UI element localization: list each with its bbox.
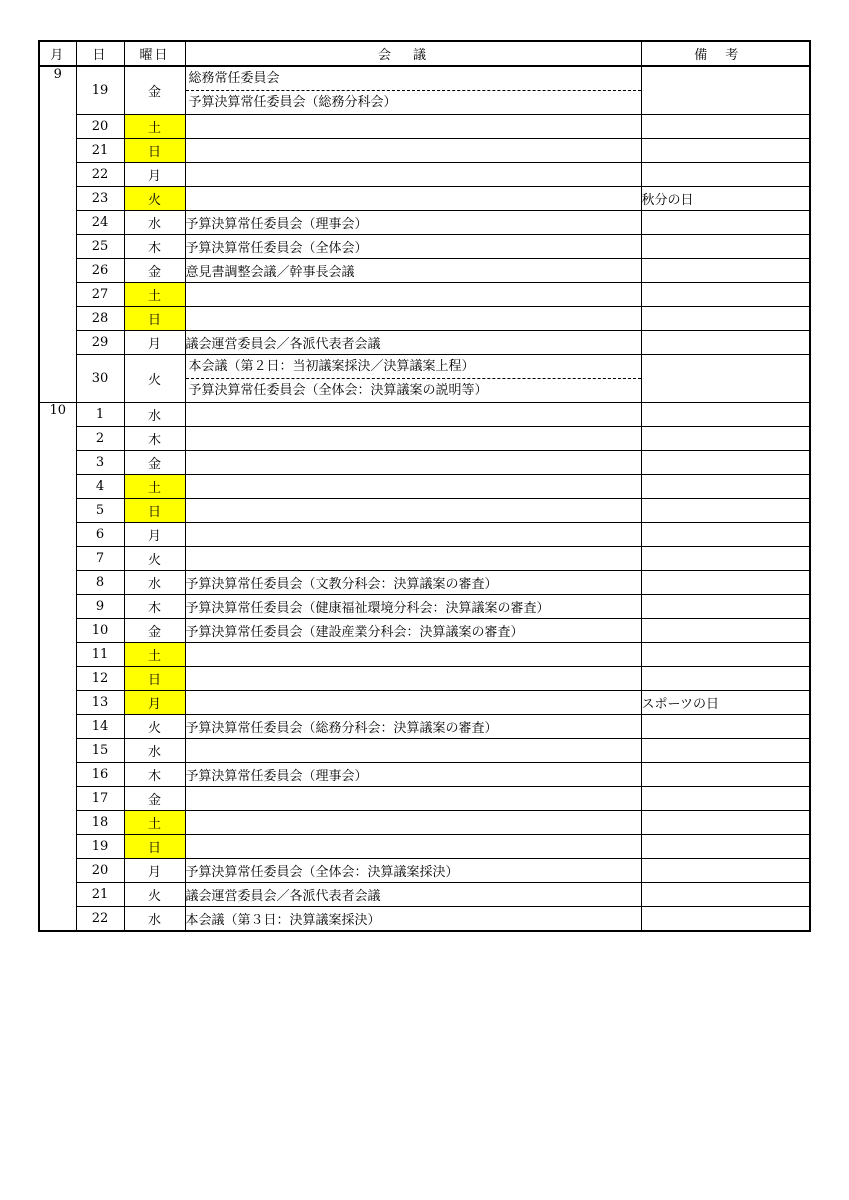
day-cell: 26 [76, 259, 124, 283]
weekday-cell: 金 [124, 66, 185, 115]
meeting-line: 総務常任委員会 [188, 71, 280, 86]
weekday-cell: 日 [124, 139, 185, 163]
table-row [39, 739, 810, 763]
meeting-cell [185, 355, 641, 403]
note-cell [641, 66, 810, 115]
day-cell: 30 [76, 355, 124, 403]
note-cell [641, 859, 810, 883]
header-note: 備考 [641, 41, 810, 66]
day-cell: 22 [76, 163, 124, 187]
meeting-cell [185, 835, 641, 859]
meeting-cell [185, 187, 641, 211]
weekday-cell: 金 [124, 787, 185, 811]
table-row [39, 619, 810, 643]
meeting-cell: 予算決算常任委員会（理事会） [185, 763, 641, 787]
table-row [39, 595, 810, 619]
note-cell [641, 331, 810, 355]
note-cell [641, 883, 810, 907]
header-day: 日 [76, 41, 124, 66]
meeting-cell: 予算決算常任委員会（文教分科会：決算議案の審査） [185, 571, 641, 595]
weekday-cell: 水 [124, 907, 185, 931]
header-row [39, 41, 810, 66]
day-cell: 1 [76, 403, 124, 427]
day-cell: 5 [76, 499, 124, 523]
table-row [39, 691, 810, 715]
meeting-cell [185, 547, 641, 571]
table-row [39, 715, 810, 739]
meeting-cell: 予算決算常任委員会（建設産業分科会：決算議案の審査） [185, 619, 641, 643]
weekday-cell: 水 [124, 571, 185, 595]
day-cell: 24 [76, 211, 124, 235]
header-meeting: 会議 [185, 41, 641, 66]
table-row [39, 571, 810, 595]
schedule-table [38, 40, 811, 932]
note-cell [641, 571, 810, 595]
table-row [39, 859, 810, 883]
meeting-line: 予算決算常任委員会（総務分科会） [186, 90, 641, 114]
meeting-cell [185, 163, 641, 187]
table-row [39, 451, 810, 475]
day-cell: 22 [76, 907, 124, 931]
table-row [39, 355, 810, 403]
header-month: 月 [39, 41, 76, 66]
weekday-cell: 日 [124, 835, 185, 859]
day-cell: 19 [76, 835, 124, 859]
table-row [39, 163, 810, 187]
day-cell: 27 [76, 283, 124, 307]
meeting-cell: 議会運営委員会／各派代表者会議 [185, 883, 641, 907]
note-cell [641, 235, 810, 259]
schedule-body [39, 66, 810, 931]
note-cell: 秋分の日 [641, 187, 810, 211]
header-weekday: 曜日 [124, 41, 185, 66]
note-cell [641, 139, 810, 163]
weekday-cell: 日 [124, 499, 185, 523]
table-row [39, 475, 810, 499]
table-row [39, 667, 810, 691]
note-cell [641, 403, 810, 427]
month-cell: 9 [39, 66, 76, 403]
note-cell [641, 715, 810, 739]
note-cell [641, 787, 810, 811]
weekday-cell: 土 [124, 811, 185, 835]
table-row [39, 307, 810, 331]
table-row [39, 139, 810, 163]
meeting-cell [185, 739, 641, 763]
meeting-cell [185, 451, 641, 475]
day-cell: 7 [76, 547, 124, 571]
weekday-cell: 火 [124, 715, 185, 739]
weekday-cell: 木 [124, 427, 185, 451]
day-cell: 4 [76, 475, 124, 499]
table-row [39, 643, 810, 667]
table-row [39, 787, 810, 811]
day-cell: 28 [76, 307, 124, 331]
note-cell [641, 547, 810, 571]
weekday-cell: 日 [124, 667, 185, 691]
note-cell [641, 211, 810, 235]
day-cell: 20 [76, 115, 124, 139]
note-cell [641, 835, 810, 859]
meeting-cell [185, 523, 641, 547]
weekday-cell: 月 [124, 691, 185, 715]
day-cell: 16 [76, 763, 124, 787]
weekday-cell: 月 [124, 331, 185, 355]
meeting-cell [185, 667, 641, 691]
note-cell [641, 283, 810, 307]
meeting-cell: 予算決算常任委員会（総務分科会：決算議案の審査） [185, 715, 641, 739]
day-cell: 23 [76, 187, 124, 211]
note-cell [641, 811, 810, 835]
table-row [39, 403, 810, 427]
table-row [39, 66, 810, 115]
meeting-cell: 本会議（第３日：決算議案採決） [185, 907, 641, 931]
day-cell: 10 [76, 619, 124, 643]
day-cell: 2 [76, 427, 124, 451]
day-cell: 17 [76, 787, 124, 811]
meeting-cell [185, 283, 641, 307]
weekday-cell: 水 [124, 739, 185, 763]
note-cell [641, 523, 810, 547]
weekday-cell: 月 [124, 523, 185, 547]
day-cell: 13 [76, 691, 124, 715]
weekday-cell: 土 [124, 283, 185, 307]
note-cell [641, 355, 810, 403]
table-row [39, 259, 810, 283]
note-cell [641, 595, 810, 619]
weekday-cell: 木 [124, 595, 185, 619]
day-cell: 29 [76, 331, 124, 355]
meeting-cell [185, 787, 641, 811]
note-cell [641, 643, 810, 667]
meeting-cell [185, 139, 641, 163]
weekday-cell: 土 [124, 475, 185, 499]
weekday-cell: 水 [124, 211, 185, 235]
meeting-cell [185, 643, 641, 667]
table-row [39, 811, 810, 835]
schedule-header [39, 41, 810, 66]
meeting-cell [185, 691, 641, 715]
day-cell: 18 [76, 811, 124, 835]
meeting-cell [185, 115, 641, 139]
table-row [39, 235, 810, 259]
note-cell [641, 259, 810, 283]
weekday-cell: 月 [124, 859, 185, 883]
meeting-cell: 議会運営委員会／各派代表者会議 [185, 331, 641, 355]
table-row [39, 547, 810, 571]
weekday-cell: 火 [124, 883, 185, 907]
table-row [39, 211, 810, 235]
meeting-cell [185, 307, 641, 331]
note-cell [641, 619, 810, 643]
table-row [39, 187, 810, 211]
meeting-cell: 意見書調整会議／幹事長会議 [185, 259, 641, 283]
day-cell: 21 [76, 139, 124, 163]
day-cell: 25 [76, 235, 124, 259]
note-cell [641, 475, 810, 499]
table-row [39, 523, 810, 547]
weekday-cell: 火 [124, 355, 185, 403]
day-cell: 3 [76, 451, 124, 475]
day-cell: 12 [76, 667, 124, 691]
table-row [39, 427, 810, 451]
note-cell [641, 763, 810, 787]
note-cell [641, 307, 810, 331]
table-row [39, 763, 810, 787]
meeting-cell: 予算決算常任委員会（全体会） [185, 235, 641, 259]
day-cell: 11 [76, 643, 124, 667]
meeting-cell [185, 475, 641, 499]
meeting-cell [185, 403, 641, 427]
weekday-cell: 土 [124, 643, 185, 667]
day-cell: 6 [76, 523, 124, 547]
table-row [39, 283, 810, 307]
day-cell: 21 [76, 883, 124, 907]
weekday-cell: 土 [124, 115, 185, 139]
weekday-cell: 金 [124, 619, 185, 643]
day-cell: 9 [76, 595, 124, 619]
note-cell [641, 427, 810, 451]
day-cell: 15 [76, 739, 124, 763]
note-cell [641, 739, 810, 763]
meeting-cell [185, 811, 641, 835]
table-row [39, 331, 810, 355]
note-cell [641, 499, 810, 523]
note-cell [641, 451, 810, 475]
note-cell [641, 115, 810, 139]
weekday-cell: 木 [124, 763, 185, 787]
meeting-cell [185, 427, 641, 451]
table-row [39, 835, 810, 859]
note-cell [641, 667, 810, 691]
note-cell [641, 907, 810, 931]
day-cell: 8 [76, 571, 124, 595]
weekday-cell: 水 [124, 403, 185, 427]
weekday-cell: 金 [124, 259, 185, 283]
table-row [39, 499, 810, 523]
table-row [39, 907, 810, 931]
meeting-cell: 予算決算常任委員会（理事会） [185, 211, 641, 235]
note-cell [641, 163, 810, 187]
meeting-cell [185, 499, 641, 523]
table-row [39, 115, 810, 139]
month-cell: 10 [39, 403, 76, 931]
weekday-cell: 月 [124, 163, 185, 187]
weekday-cell: 火 [124, 547, 185, 571]
day-cell: 19 [76, 66, 124, 115]
meeting-cell: 予算決算常任委員会（全体会：決算議案採決） [185, 859, 641, 883]
weekday-cell: 金 [124, 451, 185, 475]
day-cell: 14 [76, 715, 124, 739]
day-cell: 20 [76, 859, 124, 883]
meeting-cell [185, 66, 641, 115]
weekday-cell: 火 [124, 187, 185, 211]
weekday-cell: 日 [124, 307, 185, 331]
note-cell: スポーツの日 [641, 691, 810, 715]
meeting-line: 予算決算常任委員会（全体会：決算議案の説明等） [186, 378, 641, 402]
weekday-cell: 木 [124, 235, 185, 259]
meeting-cell: 予算決算常任委員会（健康福祉環境分科会：決算議案の審査） [185, 595, 641, 619]
table-row [39, 883, 810, 907]
meeting-line: 本会議（第２日：当初議案採決／決算議案上程） [188, 359, 475, 374]
